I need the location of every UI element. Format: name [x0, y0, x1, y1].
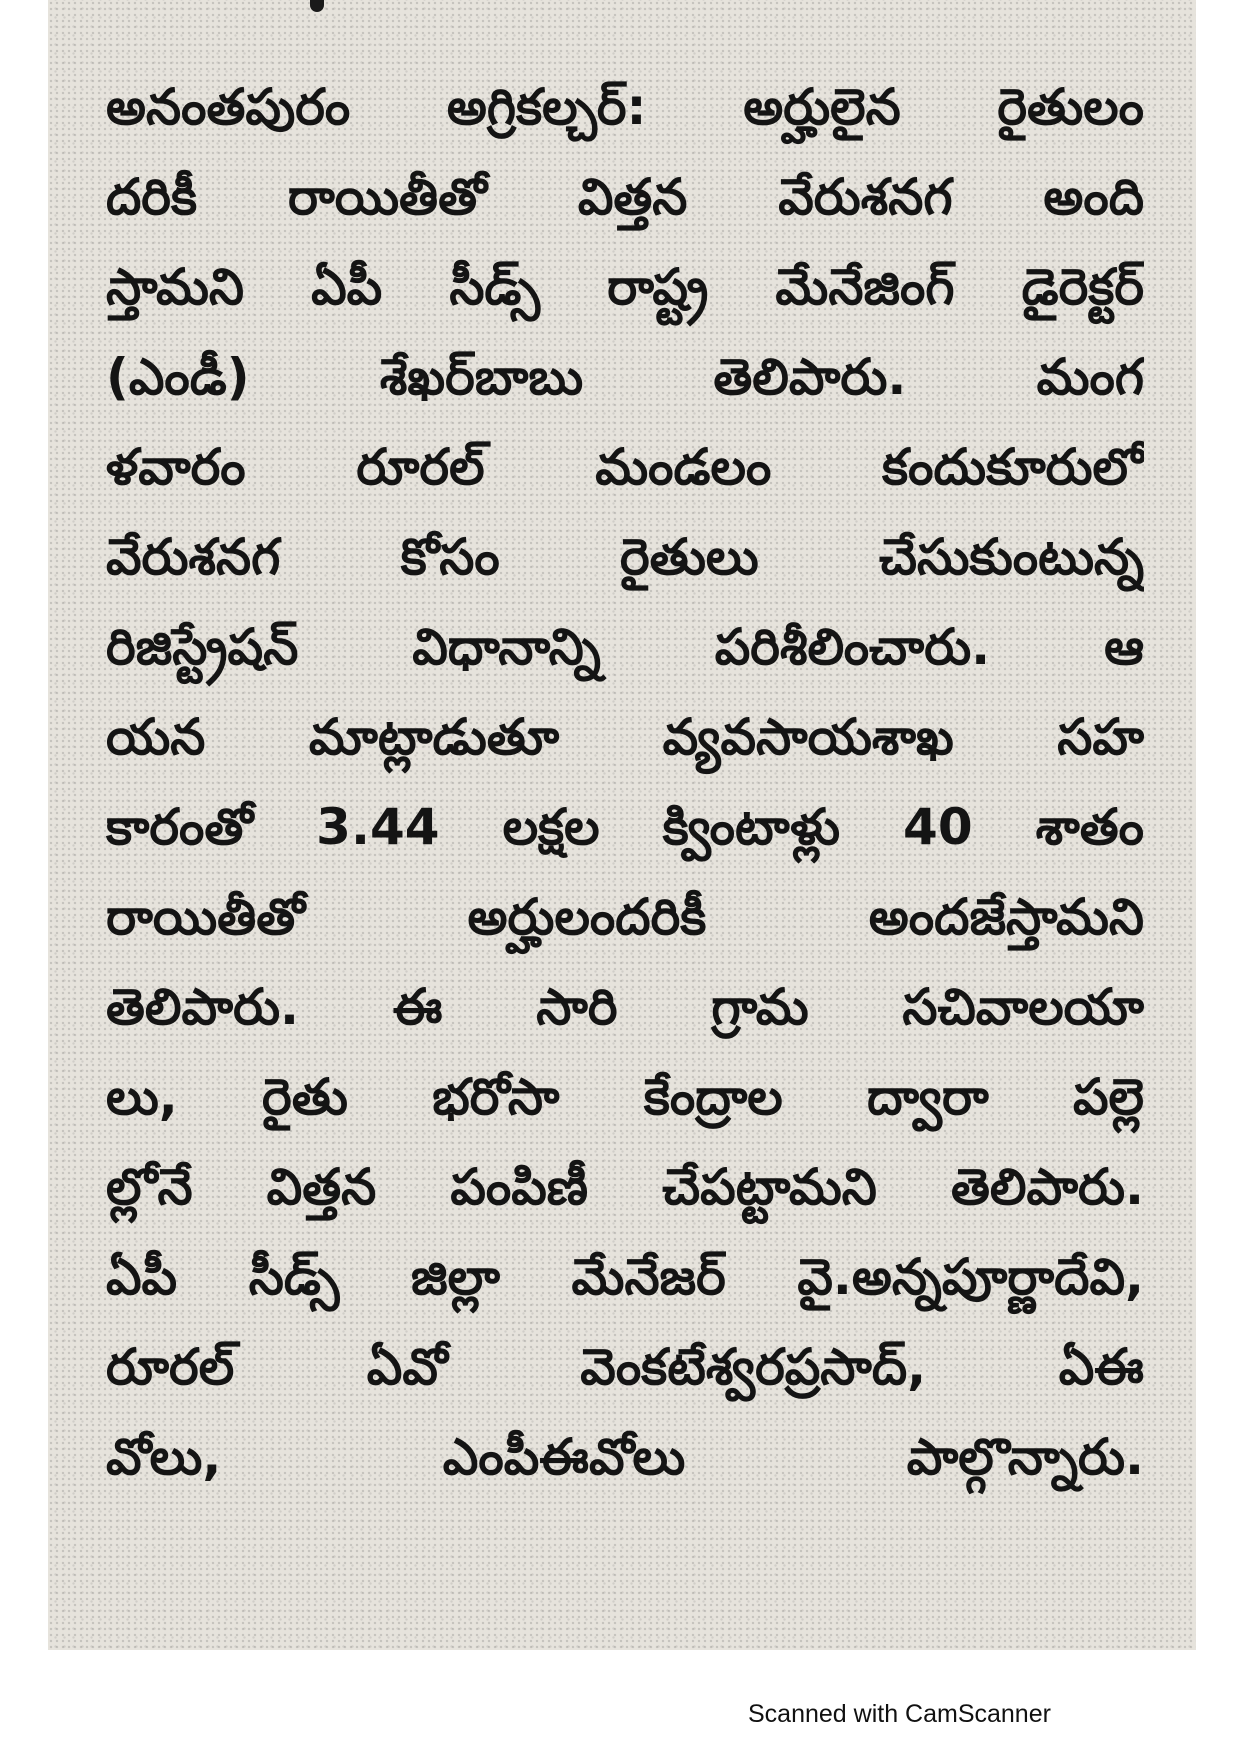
article-line: వేరుశనగ కోసం రైతులు చేసుకుంటున్న — [106, 528, 1144, 586]
clipped-character-fragment — [310, 0, 324, 12]
article-line: దరికీ రాయితీతో విత్తన వేరుశనగ అంది — [106, 168, 1144, 226]
scanner-watermark: Scanned with CamScanner — [748, 1700, 1051, 1728]
article-line: ల్లోనే విత్తన పంపిణీ చేపట్టామని తెలిపారు. — [106, 1158, 1144, 1216]
article-line: లు, రైతు భరోసా కేంద్రాల ద్వారా పల్లె — [106, 1068, 1144, 1126]
article-body — [106, 62, 1144, 1502]
article-line: ఏపీ సీడ్స్ జిల్లా మేనేజర్ వై.అన్నపూర్ణాదేవి, — [106, 1248, 1144, 1306]
article-line: తెలిపారు. ఈ సారి గ్రామ సచివాలయా — [106, 978, 1144, 1036]
article-line: ళవారం రూరల్ మండలం కందుకూరులో — [106, 438, 1144, 496]
article-line: రూరల్ ఏవో వెంకటేశ్వరప్రసాద్, ఏఈ — [106, 1338, 1144, 1396]
article-line: రాయితీతో అర్హులందరికీ అందజేస్తామని — [106, 888, 1144, 946]
newspaper-clipping — [48, 0, 1196, 1650]
article-line: స్తామని ఏపీ సీడ్స్ రాష్ట్ర మేనేజింగ్ డైరెక్టర్ — [106, 258, 1144, 316]
article-line: రిజిస్ట్రేషన్ విధానాన్ని పరిశీలించారు. ఆ — [106, 618, 1144, 676]
article-line: వోలు, ఎంపీఈవోలు పాల్గొన్నారు. — [106, 1428, 1144, 1486]
article-line: యన మాట్లాడుతూ వ్యవసాయశాఖ సహ — [106, 708, 1144, 766]
article-line: (ఎండీ) శేఖర్‌బాబు తెలిపారు. మంగ — [106, 348, 1144, 406]
article-line: కారంతో 3.44 లక్షల క్వింటాళ్లు 40 శాతం — [106, 798, 1144, 856]
article-line: అనంతపురం అగ్రికల్చర్: అర్హులైన రైతులం — [106, 78, 1144, 136]
